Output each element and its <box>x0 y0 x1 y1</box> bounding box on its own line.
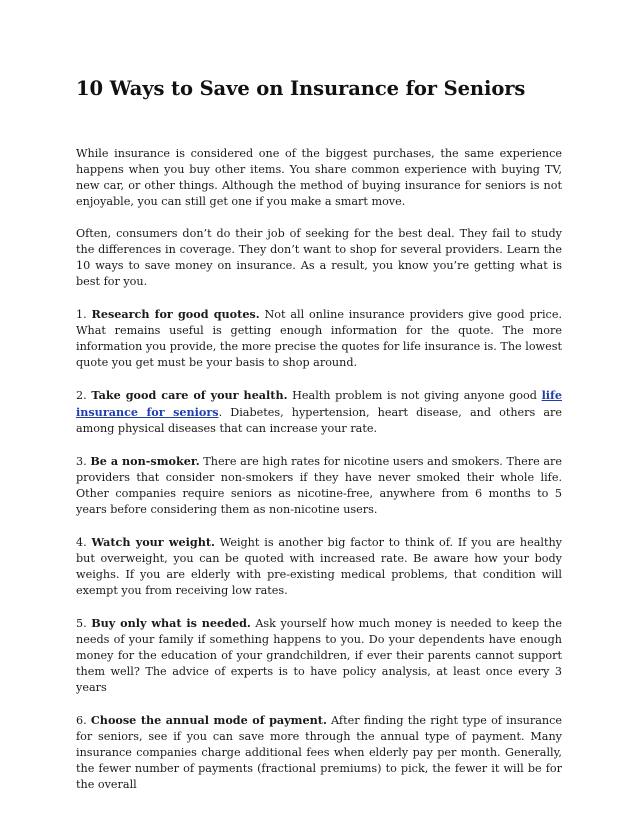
list-item <box>76 306 562 371</box>
item-number: 3. <box>76 455 87 468</box>
item-number: 4. <box>76 536 87 549</box>
life-insurance-link[interactable]: life insurance for seniors <box>76 388 562 419</box>
intro-paragraph: Often, consumers don’t do their job of seeking for the best deal. They fail to study the differences in coverage. They don’t want to shop for several providers. Learn the 10 ways to save money on insurance. As a result, you know you’re getting what is best for you. <box>76 227 562 288</box>
list-item <box>76 534 562 599</box>
page-title: 10 Ways to Save on Insurance for Seniors <box>76 77 526 100</box>
item-number: 1. <box>76 308 87 321</box>
item-text: Health problem is not giving anyone good <box>287 389 542 402</box>
item-text: Ask yourself how much money is needed to keep the needs of your family if something happens to you. Do your dependents have enough money for the education of your grandchildren, if ever their parents cannot support them well? The advice of experts is to have policy analysis, at least once every 3 years <box>76 617 562 694</box>
item-number: 6. <box>76 714 87 727</box>
item-heading: Research for good quotes. <box>91 307 260 321</box>
list-item <box>76 453 562 518</box>
item-heading: Take good care of your health. <box>91 388 288 402</box>
item-text: Not all online insurance providers give good price. What remains useful is getting enough information for the quote. The more information you provide, the more precise the quotes for life insurance is. The lowest quote you get must be your basis to shop around. <box>76 308 562 369</box>
item-heading: Choose the annual mode of payment. <box>90 713 327 727</box>
item-text: . Diabetes, hypertension, heart disease, and others are among physical diseases that can increase your rate. <box>76 406 562 435</box>
item-heading: Be a non-smoker. <box>90 454 200 468</box>
list-item <box>76 615 562 696</box>
item-number: 2. <box>76 389 87 402</box>
item-text: Weight is another big factor to think of. If you are healthy but overweight, you can be quoted with increased rate. Be aware how your body weighs. If you are elderly with pre-existing medical problems, that condition will exempt you from receiving low rates. <box>76 536 562 597</box>
item-heading: Buy only what is needed. <box>91 616 251 630</box>
list-item <box>76 712 562 793</box>
item-heading: Watch your weight. <box>91 535 215 549</box>
item-text: After finding the right type of insurance for seniors, see if you can save more through the annual type of payment. Many insurance companies charge additional fees when elderly pay per month. Generally, the fewer number of payments (fractional premiums) to pick, the fewer it will be for the overall <box>76 714 562 791</box>
item-number: 5. <box>76 617 87 630</box>
item-text: There are high rates for nicotine users and smokers. There are providers that consider non-smokers if they have never smoked their whole life. Other companies require seniors as nicotine-free, anywhere from 6 months to 5 years before considering them as non-nicotine users. <box>76 455 562 516</box>
article-body <box>76 146 562 809</box>
intro-paragraph: While insurance is considered one of the biggest purchases, the same experience happens when you buy other items. You share common experience with buying TV, new car, or other things. Although the method of buying insurance for seniors is not enjoyable, you can still get one if you make a smart move. <box>76 147 562 208</box>
list-item <box>76 387 562 437</box>
